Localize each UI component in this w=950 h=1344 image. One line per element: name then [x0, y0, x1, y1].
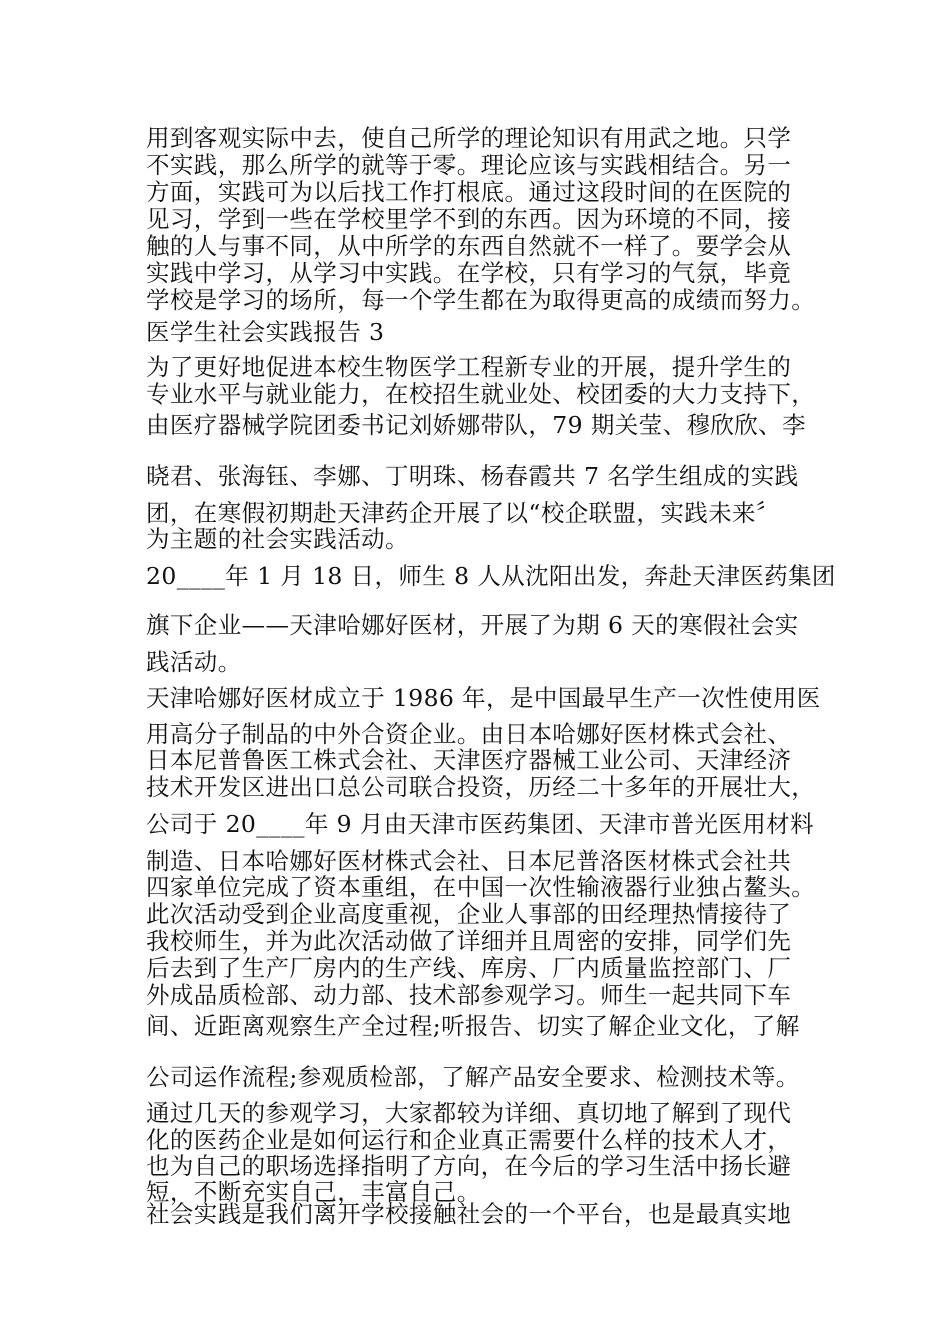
text-line: 天津哈娜好医材成立于 1986 年，是中国最早生产一次性使用医	[146, 684, 821, 712]
text-line: 由医疗器械学院团委书记刘娇娜带队，79 期关莹、穆欣欣、李	[146, 411, 806, 439]
text-line: 方面，实践可为以后找工作打根底。通过这段时间的在医院的	[146, 178, 792, 206]
text-line: 通过几天的参观学习，大家都较为详细、真切地了解到了现代	[146, 1099, 792, 1127]
text-line: 短，不断充实自己，丰富自己。	[146, 1178, 481, 1206]
text-line: 不实践，那么所学的就等于零。理论应该与实践相结合。另一	[146, 151, 792, 179]
text-line: 为了更好地促进本校生物医学工程新专业的开展，提升学生的	[146, 353, 792, 381]
text-line: 实践中学习，从学习中实践。在学校，只有学习的气氛，毕竟	[146, 259, 792, 287]
text-line: 我校师生，并为此次活动做了详细并且周密的安排，同学们先	[146, 927, 792, 955]
text-line: 四家单位完成了资本重组，在中国一次性输液器行业独占鳌头。	[146, 873, 816, 901]
text-line: 践活动。	[146, 648, 242, 676]
text-line: 用高分子制品的中外合资企业。由日本哈娜好医材株式会社、	[146, 720, 792, 748]
text-line: 旗下企业——天津哈娜好医材，开展了为期 6 天的寒假社会实	[146, 611, 799, 639]
text-line: 制造、日本哈娜好医材株式会社、日本尼普洛医材株式会社共	[146, 847, 792, 875]
text-line: 学校是学习的场所，每一个学生都在为取得更高的成绩而努力。	[146, 286, 816, 314]
text-line: 为主题的社会实践活动。	[146, 525, 409, 553]
text-line: 日本尼普鲁医工株式会社、天津医疗器械工业公司、天津经济	[146, 746, 792, 774]
text-line: 化的医药企业是如何运行和企业真正需要什么样的技术人才，	[146, 1126, 792, 1154]
text-line: 触的人与事不同，从中所学的东西自然就不一样了。要学会从	[146, 232, 792, 260]
text-line: 团，在寒假初期赴天津药企开展了以“校企联盟，实践未来〞	[146, 499, 780, 527]
text-line: 间、近距离观察生产全过程;听报告、切实了解企业文化，了解	[146, 1012, 800, 1040]
text-line: 也为自己的职场选择指明了方向，在今后的学习生活中扬长避	[146, 1152, 792, 1180]
text-line: 20____年 1 月 18 日，师生 8 人从沈阳出发，奔赴天津医药集团	[146, 562, 836, 590]
text-line: 公司于 20____年 9 月由天津市医药集团、天津市普光医用材料	[146, 810, 814, 838]
text-line: 外成品质检部、动力部、技术部参观学习。师生一起共同下车	[146, 981, 792, 1009]
text-line: 专业水平与就业能力，在校招生就业处、校团委的大力支持下，	[146, 380, 816, 408]
text-line: 社会实践是我们离开学校接触社会的一个平台，也是最真实地	[146, 1200, 792, 1228]
text-line: 公司运作流程;参观质检部，了解产品安全要求、检测技术等。	[146, 1063, 800, 1091]
text-line: 后去到了生产厂房内的生产线、库房、厂内质量监控部门、厂	[146, 954, 792, 982]
text-line: 技术开发区进出口总公司联合投资，历经二十多年的开展壮大，	[146, 773, 816, 801]
section-heading: 医学生社会实践报告 3	[146, 318, 385, 346]
text-line: 此次活动受到企业高度重视，企业人事部的田经理热情接待了	[146, 900, 792, 928]
text-line: 用到客观实际中去，使自己所学的理论知识有用武之地。只学	[146, 124, 792, 152]
text-line: 晓君、张海钰、李娜、丁明珠、杨春霞共 7 名学生组成的实践	[146, 462, 799, 490]
text-line: 见习，学到一些在学校里学不到的东西。因为环境的不同，接	[146, 205, 792, 233]
